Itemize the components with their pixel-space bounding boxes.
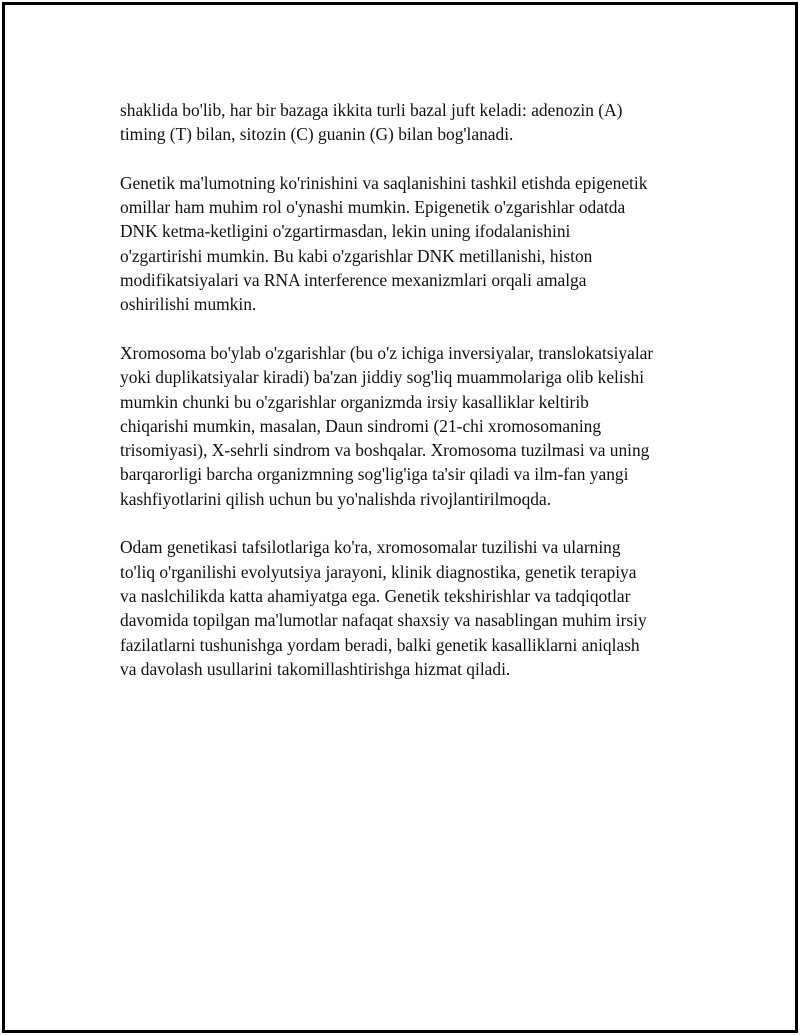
text-line: oshirilishi mumkin. [120, 294, 257, 315]
text-line: shaklida bo'lib, har bir bazaga ikkita turli bazal juft keladi: adenozin (A) [120, 100, 623, 120]
text-line: omillar ham muhim rol o'ynashi mumkin. Epigenetik o'zgarishlar odatda [120, 197, 626, 218]
paragraph-3 [120, 341, 700, 511]
paragraph-1 [120, 98, 700, 147]
text-line: va naslchilikda katta ahamiyatga ega. Genetik tekshirishlar va tadqiqotlar [120, 585, 631, 606]
document-page [2, 2, 798, 1033]
text-line: kashfiyotlarini qilish uchun bu yo'nalishda rivojlantirilmoqda. [120, 488, 552, 509]
text-line: modifikatsiyalari va RNA interference mexanizmlari orqali amalga [120, 270, 587, 291]
text-line: Genetik ma'lumotning ko'rinishini va saqlanishini tashkil etishda epigenetik [120, 172, 648, 193]
paragraph-2 [120, 171, 700, 317]
document-body [120, 98, 700, 705]
text-line: mumkin chunki bu o'zgarishlar organizmda irsiy kasalliklar keltirib [120, 391, 589, 412]
paragraph-4 [120, 535, 700, 681]
text-line: Xromosoma bo'ylab o'zgarishlar (bu o'z ichiga inversiyalar, translokatsiyalar [120, 342, 654, 363]
text-line: fazilatlarni tushunishga yordam beradi, balki genetik kasalliklarni aniqlash [120, 634, 640, 655]
text-line: trisomiyasi), X-sehrli sindrom va boshqalar. Xromosoma tuzilmasi va uning [120, 440, 650, 461]
text-line: davomida topilgan ma'lumotlar nafaqat shaxsiy va nasablingan muhim irsiy [120, 610, 647, 631]
text-line: barqarorligi barcha organizmning sog'lig'iga ta'sir qiladi va ilm-fan yangi [120, 464, 629, 485]
text-line: chiqarishi mumkin, masalan, Daun sindromi (21-chi xromosomaning [120, 415, 602, 436]
text-line: va davolash usullarini takomillashtirishga hizmat qiladi. [120, 658, 511, 679]
text-line: Odam genetikasi tafsilotlariga ko'ra, xromosomalar tuzilishi va ularning [120, 537, 621, 558]
text-line: yoki duplikatsiyalar kiradi) ba'zan jiddiy sog'liq muammolariga olib kelishi [120, 367, 645, 388]
text-line: o'zgartirishi mumkin. Bu kabi o'zgarishlar DNK metillanishi, histon [120, 245, 593, 266]
text-line: DNK ketma-ketligini o'zgartirmasdan, lekin uning ifodalanishini [120, 221, 571, 242]
text-line: timing (T) bilan, sitozin (C) guanin (G) bilan bog'lanadi. [120, 124, 514, 145]
text-line: to'liq o'rganilishi evolyutsiya jarayoni, klinik diagnostika, genetik terapiya [120, 561, 637, 582]
